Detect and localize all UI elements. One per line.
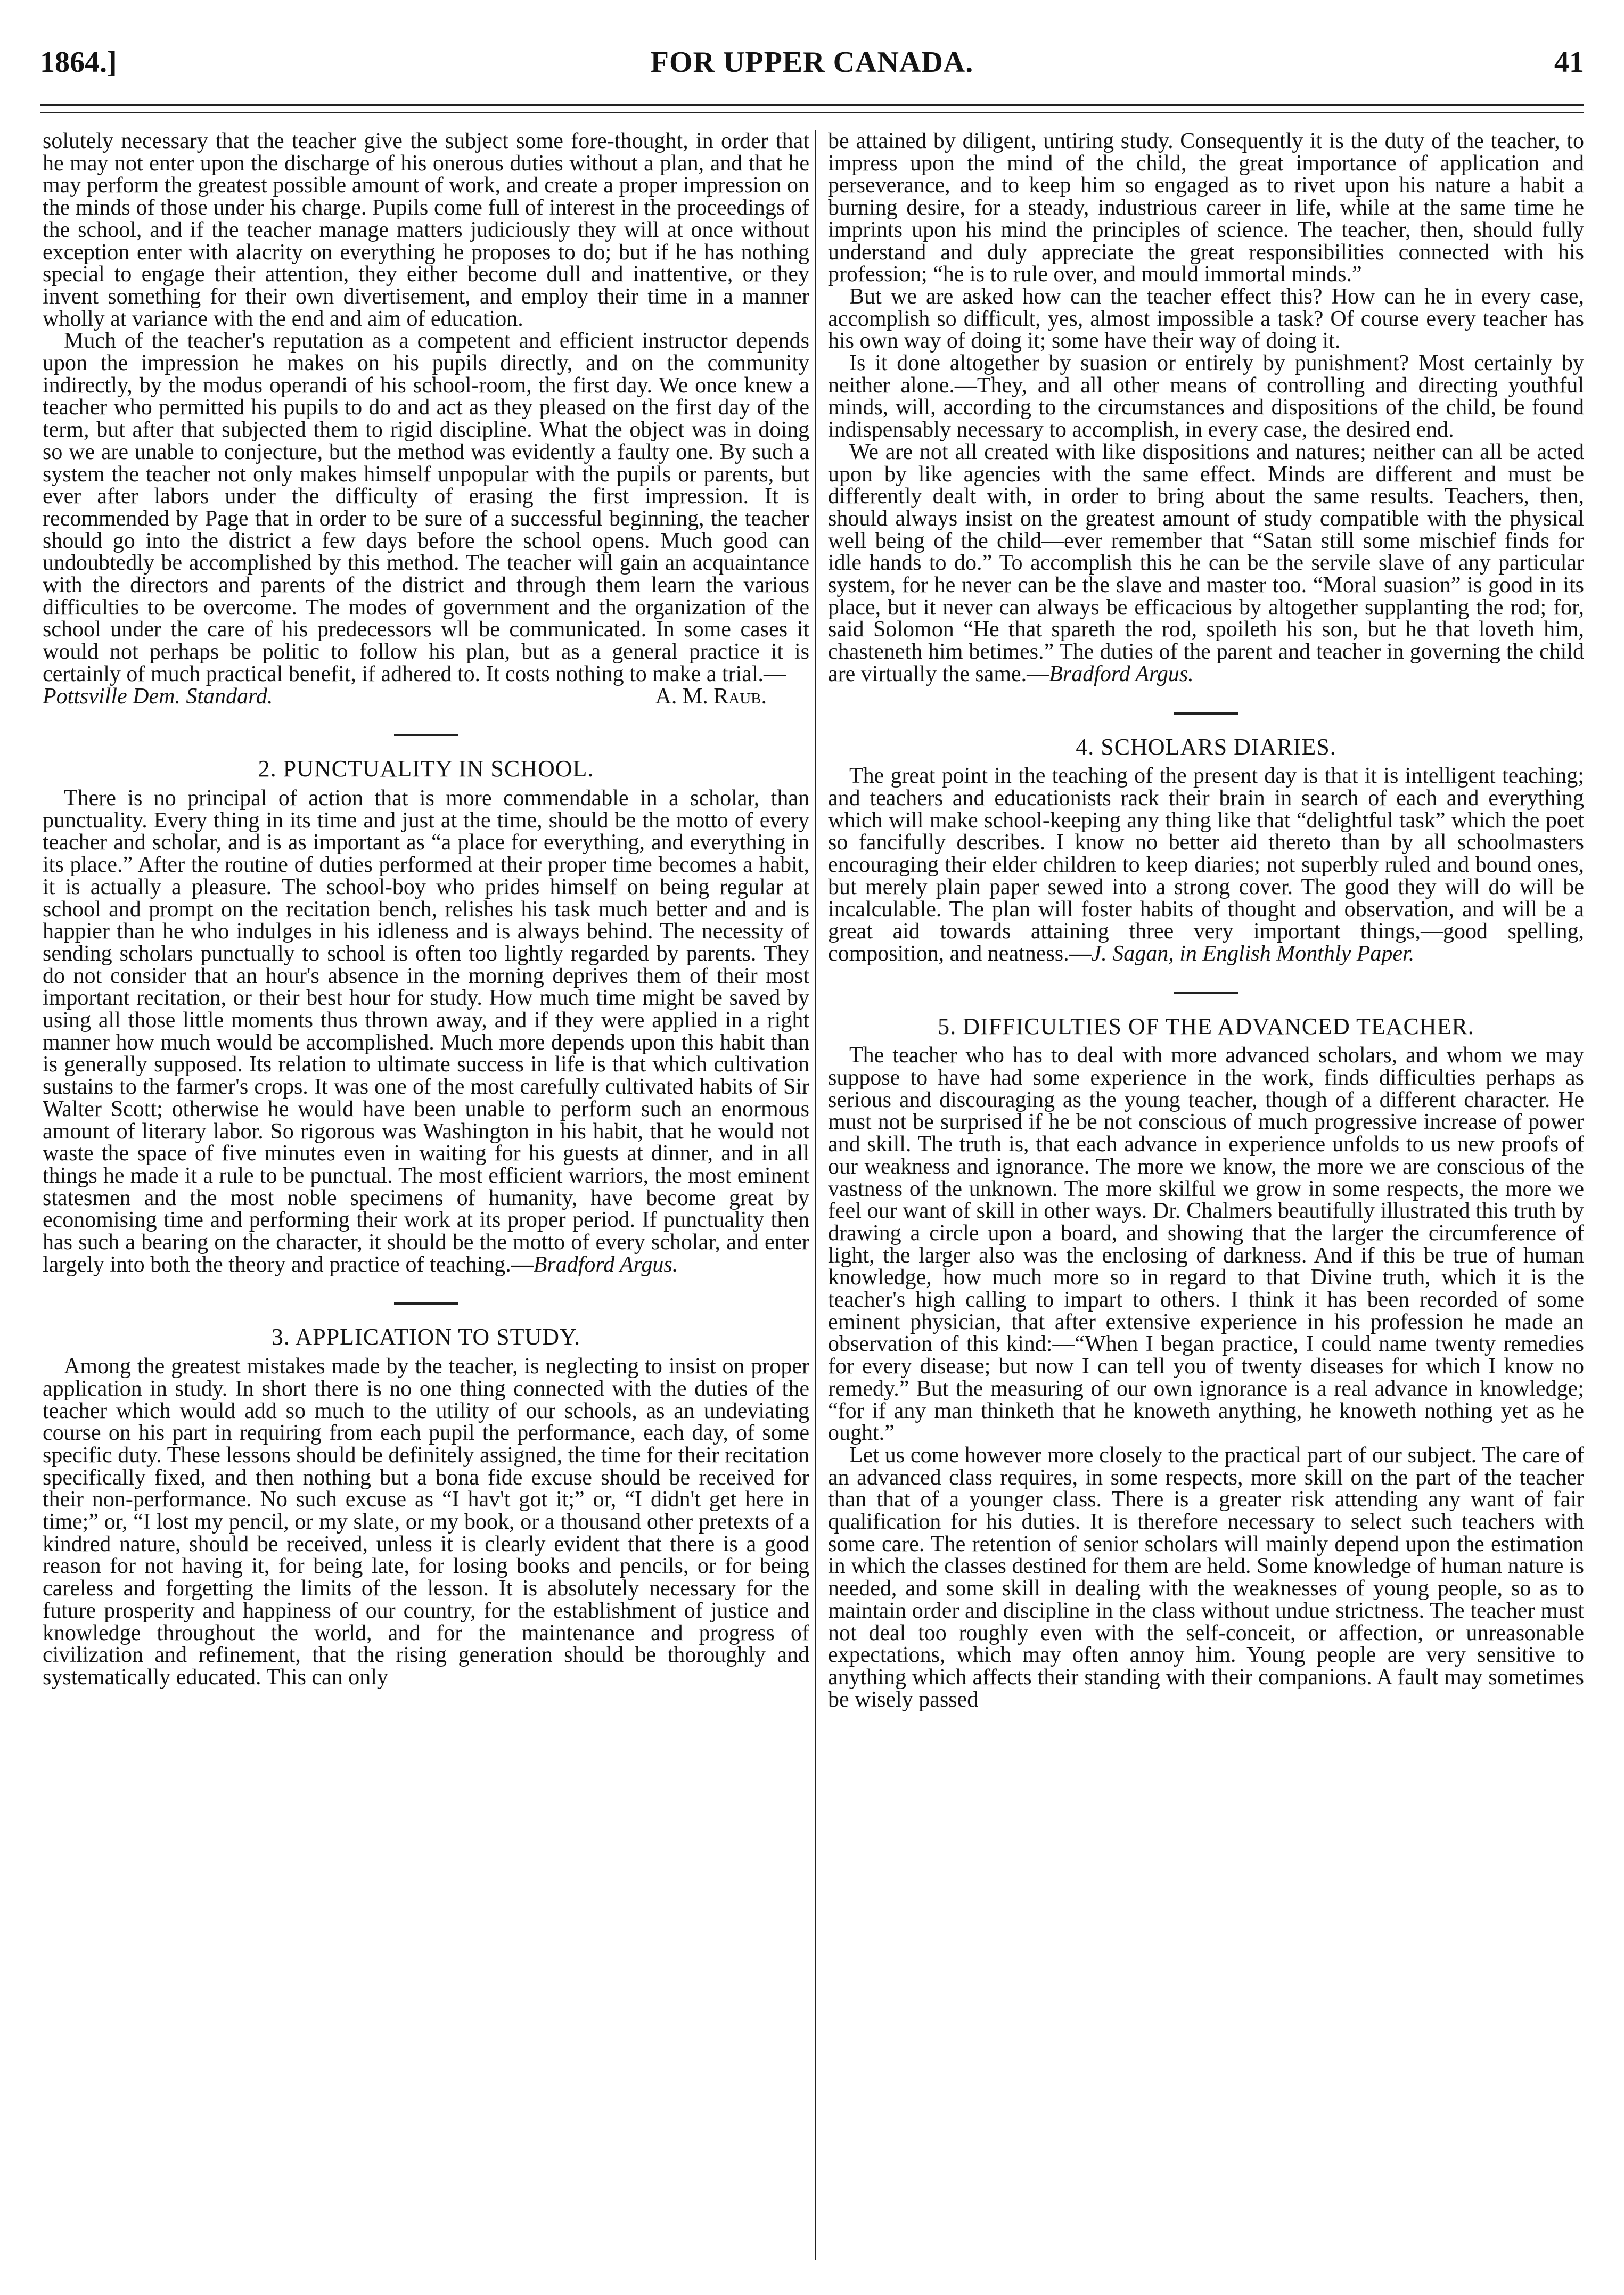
diaries-credit: J. Sagan, in English Monthly Paper. (1091, 941, 1415, 966)
section-heading-difficulties: 5. DIFFICULTIES OF THE ADVANCED TEACHER. (938, 1013, 1474, 1039)
punctuality-paragraph (43, 785, 809, 1277)
punctuality-credit: Bradford Argus. (533, 1252, 678, 1277)
column-divider (815, 130, 816, 2260)
difficulties-paragraph: The teacher who has to deal with more advanced scholars, and whom we may suppose to have had some experience in the work, finds difficulties perhaps as serious and discouraging as the young teacher, though of a different character. He must not be surprised if he be not conscious of much progressive increase of power and skill. The truth is, that each advance in experience unfolds to us new proofs of our weakness and ignorance. The more we know, the more we are conscious of the vastness of the unknown. The more skilful we grow in some respects, the more we feel our want of skill in other ways. Dr. Chalmers beautifully illustrated this truth by drawing a circle upon a board, and showing that the larger the circumference of light, the larger also was the enclosing of darkness. And if this be true of human knowledge, how much more so in regard to that Divine truth, which it is the teacher's high calling to impart to others. I think it has been recorded of some eminent physician, that after extensive experience in his profession he made an observation of this kind:—“When I began practice, I could name twenty remedies for every disease; but now I can tell you of twenty diseases for which I know no remedy.” But the measuring of our own ignorance is a real advance in knowledge; “for if any man thinketh that he knoweth anything, he knoweth nothing yet as he ought.” (828, 1043, 1584, 1446)
dispositions-text: We are not all created with like dispositions and natures; neither can all be acted upon by like agencies with the same effect. Minds are different and must be differently dealt with, in order to bring about the same results. Teachers, then, should always insist on the greatest amount of study compatible with the physical well being of the child—ever remember that “Satan still some mischief finds for idle hands to do.” To accomplish this he can be the servile slave of any particular system, for he never can be the slave and master too. “Moral suasion” is good in its place, but it never can always be efficacious by altogether supplanting the rod; for, said Solomon “He that spareth the rod, spoileth his son, but he that loveth him, chasteneth him betimes.” The duties of the parent and teacher in governing the child are virtually the same.— (828, 439, 1584, 686)
signature-name: A. M. Raub. (655, 684, 767, 709)
suasion-paragraph: Is it done altogether by suasion or entirely by punishment? Most certainly by neither alone.—They, and all other means of controlling and directing youthful minds, will, according to the circumstances and dispositions of the child, be found indispensably necessary to accomplish, in every case, the desired end. (828, 351, 1584, 442)
header-rule-thick (40, 104, 1584, 106)
dispositions-paragraph (828, 441, 1584, 686)
diaries-text: The great point in the teaching of the present day is that it is intelligent teaching; and teachers and educationists rack their brain in search of each and everything which will make school-keeping any thing like that “delightful task” which the poet so fancifully describes. I know no better aid thereto than by all schoolmasters encouraging their elder children to keep diaries; not superbly ruled and bound ones, but merely plain paper sewed into a strong cover. The good they will do will be incalculable. The plan will foster habits of thought and observation, and will be a great aid towards attaining three very important things,—good spelling, composition, and neatness.— (828, 764, 1584, 966)
continuation-paragraph: solutely necessary that the teacher give the subject some fore-thought, in order that he may not enter upon the discharge of his onerous duties without a plan, and that he may perform the greatest possible amount of work, and create a proper impression on the minds of those under his charge. Pupils come full of interest in the proceedings of the school, and if the teacher manage matters judiciously they will at once without exception enter with alacrity on everything he proposes to do; but if he has nothing special to engage their attention, they either become dull and inattentive, or they invent something for their own divertisement, and employ their time in a manner wholly at variance with the end and aim of education. (43, 130, 809, 331)
application-paragraph: Among the greatest mistakes made by the teacher, is neglecting to insist on proper application in study. In short there is no one thing connected with the duties of the teacher which would add so much to the utility of our schools, as an undeviating course on his part in requiring from each pupil the performance, each day, of some specific duty. These lessons should be definitely assigned, the time for their recitation specifically fixed, and then nothing but a bona fide excuse should be received for their non-performance. No such excuse as “I hav't got it;” or, “I didn't get here in time;” or, “I lost my pencil, or my slate, or my book, or a thousand other pretexts of a kindred nature, should be received, unless it is clearly evident that there is a good reason for not having it, for being late, for losing books and pencils, or for being careless and forgetting the limits of the lesson. It is absolutely necessary for the future prosperity and happiness of our country, for the establishment of justice and knowledge throughout the world, and for the maintenance and progress of civilization and refinement, that the rising generation should be thoroughly and systematically educated. This can only (43, 1354, 809, 1690)
dispositions-credit: Bradford Argus. (1049, 661, 1194, 686)
page-header (40, 45, 1584, 93)
section-divider (394, 1302, 458, 1305)
article-signature (43, 686, 809, 708)
header-title: FOR UPPER CANADA. (650, 46, 974, 79)
section-divider (1174, 992, 1238, 994)
section-heading-punctuality: 2. PUNCTUALITY IN SCHOOL. (258, 756, 594, 782)
diaries-paragraph (828, 765, 1584, 965)
how-effect-paragraph: But we are asked how can the teacher effect this? How can he in every case, accomplish so difficult, yes, almost impossible a task? Of course every teacher has his own way of doing it; some have their way of doing it. (828, 284, 1584, 354)
continuation-paragraph-right: be attained by diligent, untiring study. Consequently it is the duty of the teacher, to impress upon the mind of the child, the great importance of application and perseverance, and to keep him so engaged as to rivet upon his nature a habit a burning desire, for a steady, industrious career in life, while at the same time he imprints upon his mind the principles of science. The teacher, then, should fully understand and duly appreciate the great responsibilities connected with his profession; “he is to rule over, and mould immortal minds.” (828, 130, 1584, 287)
punctuality-text: There is no principal of action that is more commendable in a scholar, than punctuality. Every thing in its time and just at the time, should be the motto of every teacher and scholar, and is as important as “a place for everything, and everything in its place.” After the routine of duties performed at their proper time becomes a habit, it is actually a pleasure. The school-boy who prides himself on being regular at school and prompt on the recitation bench, relishes his task much better and and is happier than he who indulges in his idleness and is always behind. The necessity of sending scholars punctually to school is often too lightly regarded by parents. They do not consider that an hour's absence in the morning deprives them of their most important recitation, or their best hour for study. How much time might be saved by using all those little moments thus thrown away, and if they were applied in a right manner how much would be accomplished. Much more depends upon this habit than is generally supposed. Its relation to ultimate success in life is that which cultivation sustains to the farmer's crops. It was one of the most carefully cultivated habits of Sir Walter Scott; otherwise he would have been unable to perform such an enormous amount of literary labor. So rigorous was Washington in his habit, that he would not waste the space of five minutes even in waiting for his guests at dinner, and in all things he made it a rule to be punctual. The most efficient warriors, the most eminent statesmen and the most noble specimens of humanity, have become great by economising time and performing their work at its proper period. If punctuality then has such a bearing on the character, it should be the motto of every scholar, and enter largely into both the theory and practice of teaching.— (43, 785, 809, 1277)
section-heading-application: 3. APPLICATION TO STUDY. (271, 1324, 581, 1350)
teacher-reputation-paragraph: Much of the teacher's reputation as a competent and efficient instructor depends upon the impression he makes on his pupils directly, and on the community indirectly, by the modus operandi of his school-room, the first day. We once knew a teacher who permitted his pupils to do and act as they pleased on the first day of the term, but after that subjected them to rigid discipline. What the object was in doing so we are unable to conjecture, but the method was evidently a faulty one. By such a system the teacher not only makes himself unpopular with the pupils or parents, but ever after labors under the difficulty of erasing the first impression. It is recommended by Page that in order to be sure of a successful beginning, the teacher should go into the district a few days before the school opens. Much good can undoubtedly be accomplished by this method. The teacher will gain an acquaintance with the directors and parents of the district and through them learn the various difficulties to be overcome. The modes of government and the organization of the school under the care of his predecessors wll be communicated. In some cases it would not perhaps be politic to follow his plan, but as a general practice it is certainly of much practical benefit, if adhered to. It costs nothing to make a trial.— (43, 329, 809, 686)
section-heading-diaries: 4. SCHOLARS DIARIES. (1076, 733, 1336, 760)
practical-paragraph: Let us come however more closely to the practical part of our subject. The care of an advanced class requires, in some respects, more skill on the part of the teacher than that of a younger class. There is a greater risk attending any want of fair qualification for his duties. It is therefore necessary to select such teachers with some care. The retention of senior scholars will mainly depend upon the estimation in which the classes destined for them are held. Some knowledge of human nature is needed, and some skill in dealing with the weaknesses of young people, so as to maintain order and discipline in the class without undue strictness. The teacher must not deal too roughly even with the self-conceit, or affection, or unreasonable expectations, which may often annoy him. Young people are very sensitive to anything which affects their standing with their companions. A fault may sometimes be wisely passed (828, 1442, 1584, 1712)
section-divider (1174, 712, 1238, 715)
page-number: 41 (1554, 46, 1584, 79)
header-rule-thin (40, 112, 1584, 113)
signature-source: Pottsville Dem. Standard. (43, 684, 273, 709)
left-column (43, 130, 809, 2255)
right-column (828, 130, 1584, 2255)
section-divider (394, 734, 458, 736)
header-year: 1864.] (40, 46, 117, 79)
